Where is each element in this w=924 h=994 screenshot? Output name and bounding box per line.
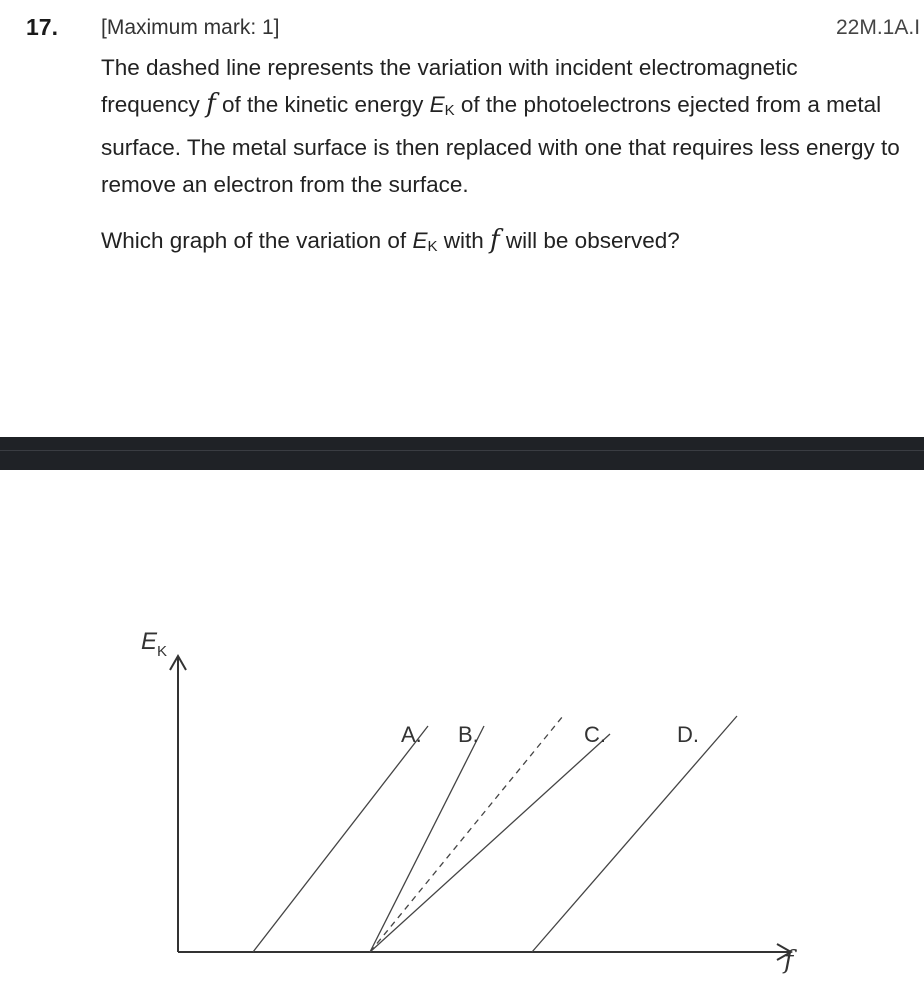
question-prompt (101, 222, 901, 265)
stem-text-3: of the photoelectrons ejected from a metal surface. The metal surface is then replaced with one that requires less energy to remove an electron from the surface. (101, 92, 900, 197)
line-c (370, 734, 610, 952)
x-axis-label: f (784, 945, 794, 974)
prompt-text-1: Which graph of the variation of (101, 228, 407, 253)
max-mark: [Maximum mark: 1] (101, 16, 280, 39)
line-d (532, 716, 737, 952)
stem-text-1: The dashed line represents the variation with incident electromagnetic frequency (101, 55, 798, 117)
stem-text-2: of the kinetic energy (221, 92, 424, 117)
label-c: C. (584, 722, 606, 747)
label-a: A. (401, 722, 422, 747)
y-axis-label: $E_K$ (141, 628, 168, 660)
line-b (370, 726, 484, 952)
label-b: B. (458, 722, 479, 747)
question-number: 17. (26, 14, 58, 40)
question-stem (101, 49, 901, 203)
frequency-symbol: f (206, 89, 216, 119)
kinetic-energy-symbol: $E_K$ (429, 92, 455, 119)
question-code: 22M.1A.I (836, 16, 921, 39)
line-a (253, 726, 428, 952)
section-divider (0, 437, 924, 470)
frequency-symbol: f (490, 225, 500, 255)
prompt-text-3: will be observed? (505, 228, 680, 253)
prompt-text-2: with (443, 228, 484, 253)
kinetic-energy-symbol: $E_K$ (412, 228, 438, 255)
label-d: D. (677, 722, 699, 747)
graph (0, 600, 924, 994)
line-dashed (370, 716, 563, 952)
